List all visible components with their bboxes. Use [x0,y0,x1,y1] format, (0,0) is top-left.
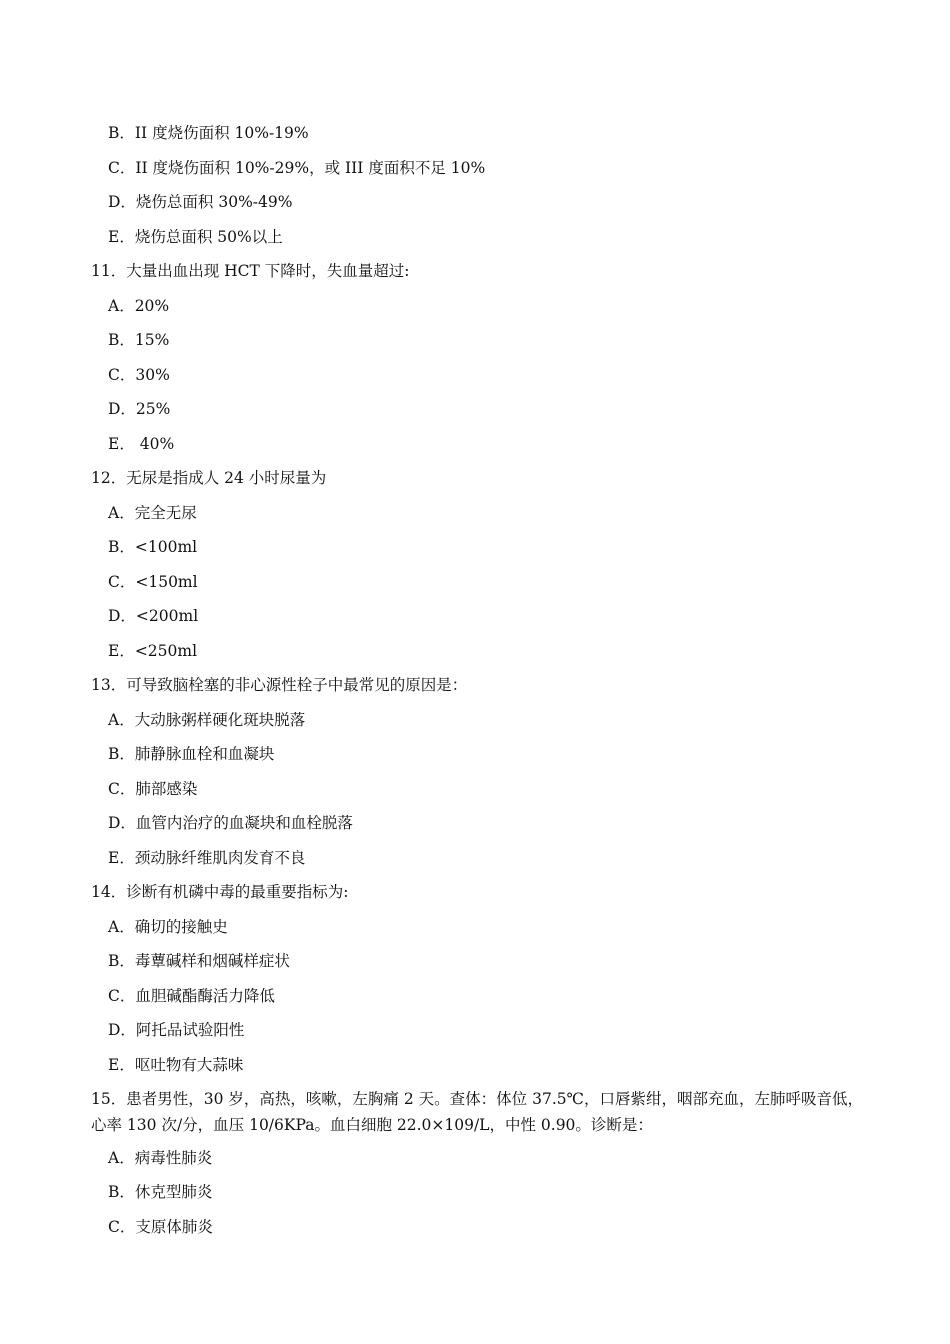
option-11-e: E． 40% [108,435,175,453]
option-12-c: C．<150ml [108,573,198,591]
option-11-b: B．15% [108,331,170,349]
option-10-d: D．烧伤总面积 30%-49% [108,193,293,211]
option-15-a: A．病毒性肺炎 [108,1149,213,1167]
option-13-e: E．颈动脉纤维肌肉发育不良 [108,849,306,867]
option-11-c: C．30% [108,366,170,384]
option-15-c: C．支原体肺炎 [108,1218,213,1236]
question-11-stem: 11．大量出血出现 HCT 下降时，失血量超过: [91,262,410,280]
option-13-a: A．大动脉粥样硬化斑块脱落 [108,711,306,729]
option-14-e: E．呕吐物有大蒜味 [108,1056,244,1074]
option-11-d: D．25% [108,400,171,418]
option-13-c: C．肺部感染 [108,780,198,798]
question-13-stem: 13．可导致脑栓塞的非心源性栓子中最常见的原因是： [91,676,468,694]
option-12-b: B．<100ml [108,538,198,556]
option-10-e: E．烧伤总面积 50%以上 [108,228,283,246]
question-15-stem: 15．患者男性，30 岁，高热，咳嗽，左胸痛 2 天。查体：体位 37.5℃，口唇紫绀，咽部充血，左肺呼吸音低，心率 130 次/分，血压 10/6KPa。血白细胞 22.0×109/L，中性 0.90。诊断是： [91,1090,863,1134]
question-14-stem: 14．诊断有机磷中毒的最重要指标为: [91,883,349,901]
option-13-d: D．血管内治疗的血凝块和血栓脱落 [108,814,353,832]
option-14-c: C．血胆碱酯酶活力降低 [108,987,275,1005]
option-12-a: A．完全无尿 [108,504,197,522]
option-15-b: B．休克型肺炎 [108,1183,213,1201]
option-11-a: A．20% [108,297,170,315]
option-14-a: A．确切的接触史 [108,918,228,936]
option-10-b: B．II 度烧伤面积 10%-19% [108,124,309,142]
option-13-b: B．肺静脉血栓和血凝块 [108,745,275,763]
option-12-d: D．<200ml [108,607,199,625]
option-10-c: C．II 度烧伤面积 10%-29%，或 III 度面积不足 10% [108,159,486,177]
option-14-b: B．毒蕈碱样和烟碱样症状 [108,952,290,970]
option-14-d: D．阿托品试验阳性 [108,1021,245,1039]
option-12-e: E．<250ml [108,642,198,660]
question-12-stem: 12．无尿是指成人 24 小时尿量为 [91,469,327,487]
